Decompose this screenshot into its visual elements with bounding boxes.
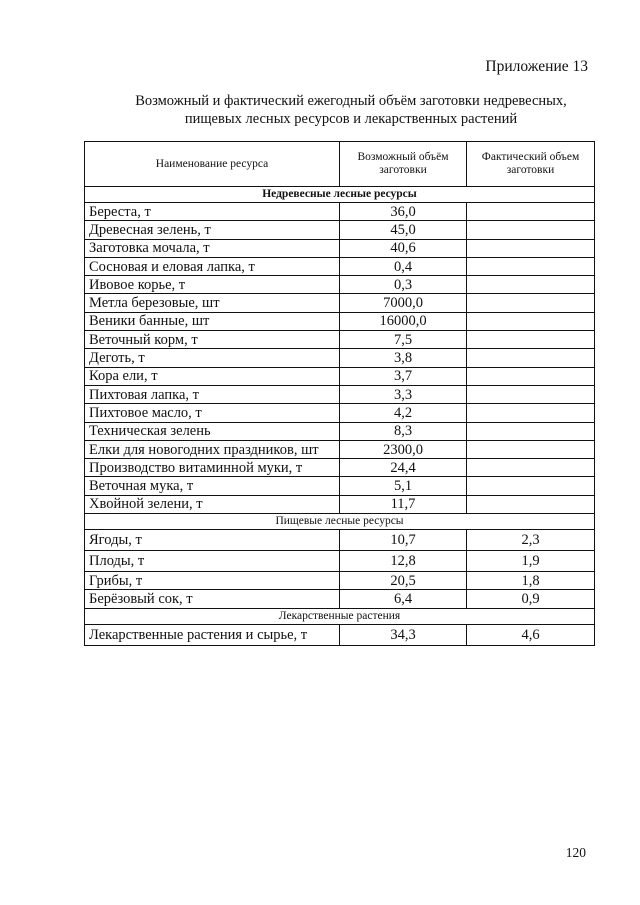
table-row (85, 239, 595, 257)
section-header-row (85, 608, 595, 624)
page-number: 120 (565, 845, 586, 860)
possible-volume-cell: 36,0 (340, 203, 467, 221)
table-header-row (85, 142, 595, 187)
table-row (85, 367, 595, 385)
table-row (85, 331, 595, 349)
possible-volume-cell: 40,6 (340, 239, 467, 257)
actual-volume-cell: 1,9 (467, 551, 595, 572)
actual-volume-cell (467, 203, 595, 221)
possible-volume-cell: 16000,0 (340, 312, 467, 330)
section-header-row (85, 187, 595, 203)
resource-name-cell: Заготовка мочала, т (85, 239, 340, 257)
possible-volume-cell: 11,7 (340, 495, 467, 513)
column-header-possible: Возможный объём заготовки (340, 142, 467, 187)
table-row (85, 294, 595, 312)
section-title: Пищевые лесные ресурсы (85, 514, 595, 530)
actual-volume-cell (467, 495, 595, 513)
document-title (96, 92, 606, 128)
resource-name-cell: Плоды, т (85, 551, 340, 572)
resource-name-cell: Кора ели, т (85, 367, 340, 385)
possible-volume-cell: 45,0 (340, 221, 467, 239)
resource-name-cell: Грибы, т (85, 572, 340, 590)
section-header-row (85, 514, 595, 530)
column-header-actual: Фактический объем заготовки (467, 142, 595, 187)
resources-table (84, 141, 595, 646)
table-row (85, 477, 595, 495)
actual-volume-cell: 2,3 (467, 530, 595, 551)
table-row (85, 385, 595, 403)
possible-volume-cell: 3,8 (340, 349, 467, 367)
resource-name-cell: Ивовое корье, т (85, 276, 340, 294)
actual-volume-cell: 4,6 (467, 624, 595, 645)
resource-name-cell: Древесная зелень, т (85, 221, 340, 239)
actual-volume-cell: 0,9 (467, 590, 595, 608)
resource-name-cell: Веточная мука, т (85, 477, 340, 495)
section-title: Недревесные лесные ресурсы (85, 187, 595, 203)
table-row (85, 572, 595, 590)
possible-volume-cell: 5,1 (340, 477, 467, 495)
resource-name-cell: Производство витаминной муки, т (85, 459, 340, 477)
actual-volume-cell (467, 221, 595, 239)
resource-name-cell: Техническая зелень (85, 422, 340, 440)
table-row (85, 349, 595, 367)
resource-name-cell: Хвойной зелени, т (85, 495, 340, 513)
possible-volume-cell: 20,5 (340, 572, 467, 590)
actual-volume-cell (467, 385, 595, 403)
possible-volume-cell: 6,4 (340, 590, 467, 608)
actual-volume-cell (467, 477, 595, 495)
section-title: Лекарственные растения (85, 608, 595, 624)
resource-name-cell: Метла березовые, шт (85, 294, 340, 312)
table-row (85, 495, 595, 513)
possible-volume-cell: 8,3 (340, 422, 467, 440)
possible-volume-cell: 0,4 (340, 257, 467, 275)
actual-volume-cell (467, 440, 595, 458)
resource-name-cell: Пихтовая лапка, т (85, 385, 340, 403)
table-row (85, 276, 595, 294)
possible-volume-cell: 10,7 (340, 530, 467, 551)
possible-volume-cell: 4,2 (340, 404, 467, 422)
possible-volume-cell: 3,7 (340, 367, 467, 385)
resource-name-cell: Деготь, т (85, 349, 340, 367)
table-row (85, 312, 595, 330)
possible-volume-cell: 2300,0 (340, 440, 467, 458)
table-body (85, 187, 595, 646)
actual-volume-cell (467, 459, 595, 477)
resource-name-cell: Елки для новогодних праздников, шт (85, 440, 340, 458)
table-row (85, 422, 595, 440)
title-line-1: Возможный и фактический ежегодный объём заготовки недревесных, (135, 93, 567, 109)
table-row (85, 440, 595, 458)
possible-volume-cell: 7000,0 (340, 294, 467, 312)
table-row (85, 551, 595, 572)
possible-volume-cell: 12,8 (340, 551, 467, 572)
resource-name-cell: Пихтовое масло, т (85, 404, 340, 422)
table-row (85, 257, 595, 275)
actual-volume-cell: 1,8 (467, 572, 595, 590)
actual-volume-cell (467, 367, 595, 385)
resource-name-cell: Сосновая и еловая лапка, т (85, 257, 340, 275)
title-line-2: пищевых лесных ресурсов и лекарственных растений (184, 111, 518, 127)
resource-name-cell: Лекарственные растения и сырье, т (85, 624, 340, 645)
actual-volume-cell (467, 404, 595, 422)
possible-volume-cell: 34,3 (340, 624, 467, 645)
resource-name-cell: Веточный корм, т (85, 331, 340, 349)
actual-volume-cell (467, 349, 595, 367)
table-row (85, 530, 595, 551)
column-header-resource: Наименование ресурса (85, 142, 340, 187)
table-row (85, 459, 595, 477)
actual-volume-cell (467, 331, 595, 349)
actual-volume-cell (467, 312, 595, 330)
resource-name-cell: Веники банные, шт (85, 312, 340, 330)
actual-volume-cell (467, 422, 595, 440)
table-row (85, 624, 595, 645)
table-row (85, 590, 595, 608)
table-row (85, 221, 595, 239)
possible-volume-cell: 24,4 (340, 459, 467, 477)
appendix-label: Приложение 13 (485, 58, 588, 75)
actual-volume-cell (467, 276, 595, 294)
resource-name-cell: Береста, т (85, 203, 340, 221)
actual-volume-cell (467, 294, 595, 312)
actual-volume-cell (467, 239, 595, 257)
table-row (85, 203, 595, 221)
possible-volume-cell: 0,3 (340, 276, 467, 294)
possible-volume-cell: 3,3 (340, 385, 467, 403)
possible-volume-cell: 7,5 (340, 331, 467, 349)
resource-name-cell: Ягоды, т (85, 530, 340, 551)
table-row (85, 404, 595, 422)
resource-name-cell: Берёзовый сок, т (85, 590, 340, 608)
actual-volume-cell (467, 257, 595, 275)
